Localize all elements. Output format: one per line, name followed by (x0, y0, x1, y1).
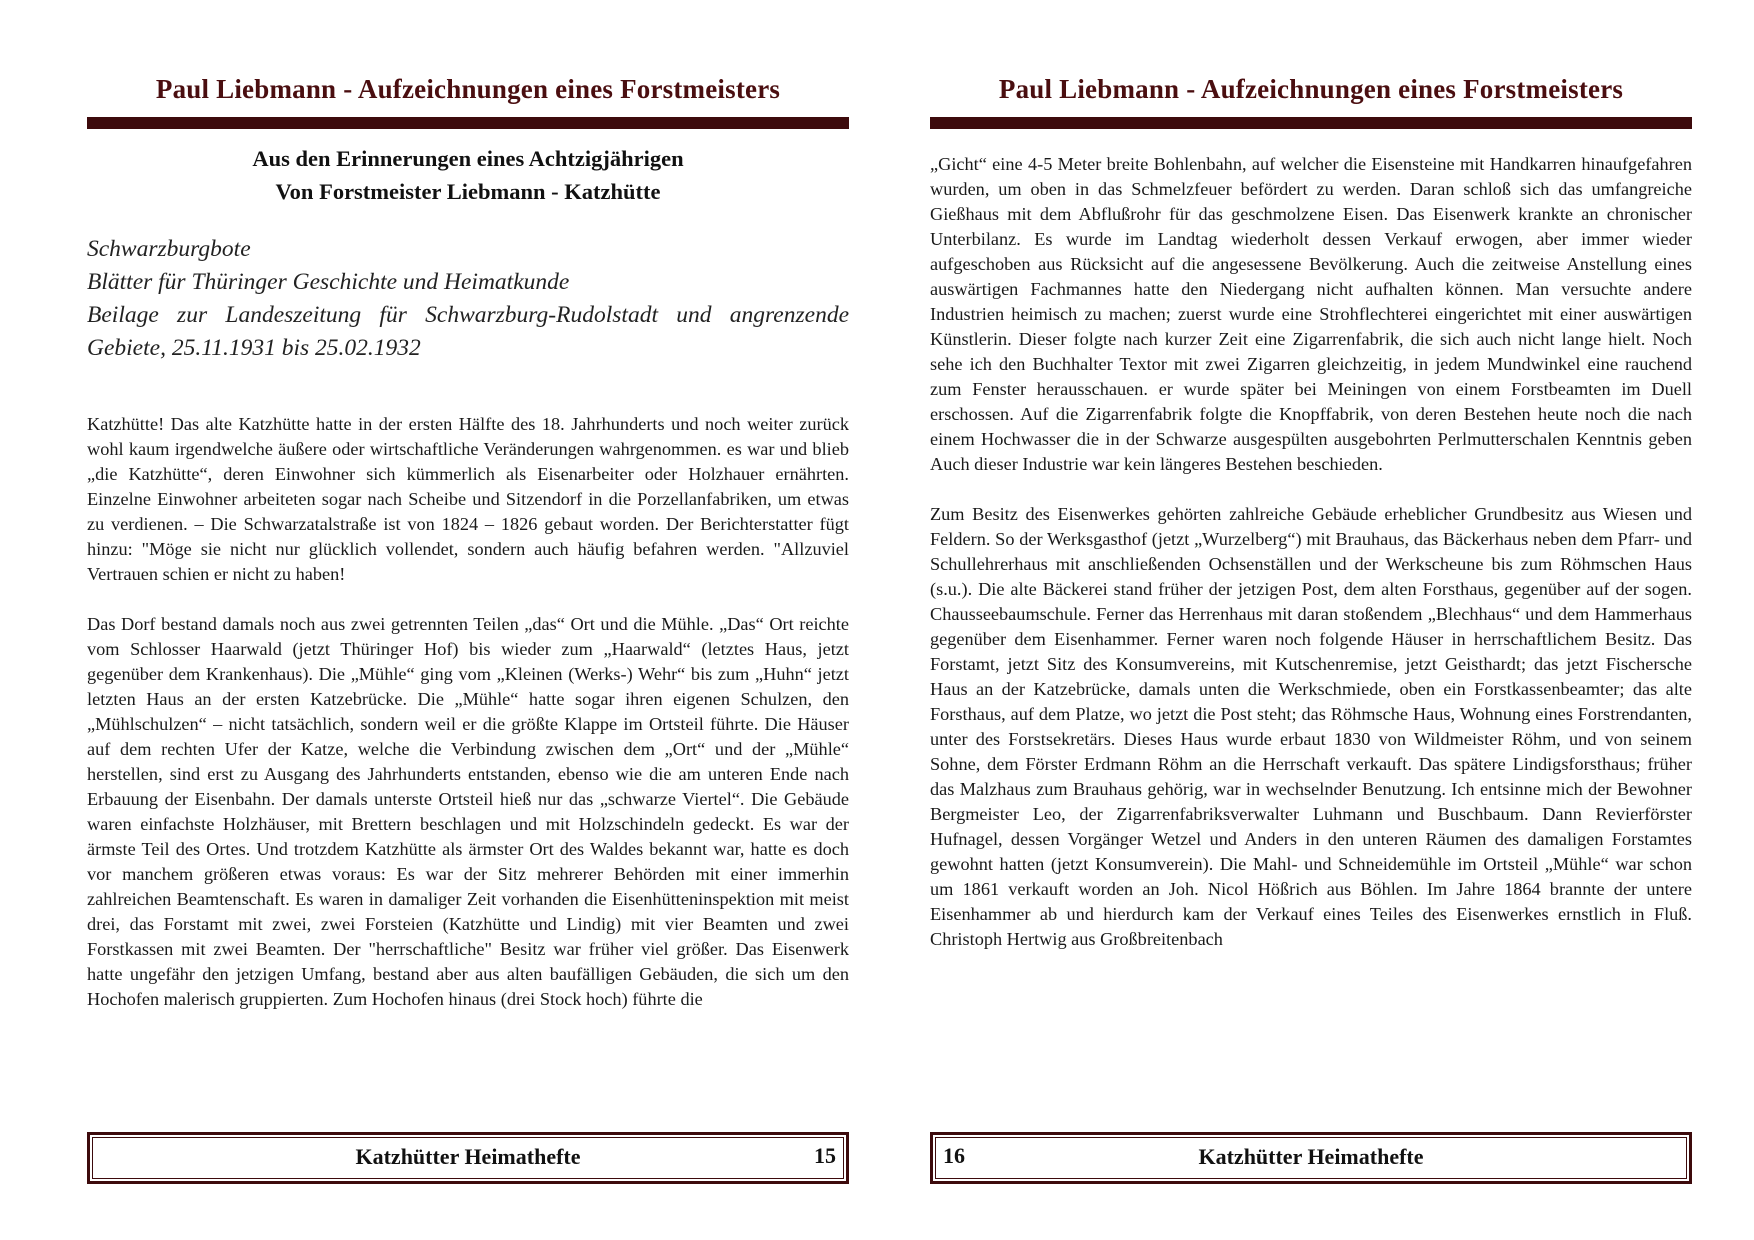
right-page (930, 0, 1692, 1240)
source-line3: Beilage zur Landeszeitung für Schwarzburg-Rudolstadt und angrenzende Gebiete, 25.11.1931 bis 25.02.1932 (87, 302, 849, 361)
right-body-text (930, 152, 1692, 952)
footer-title: Katzhütter Heimathefte (355, 1144, 581, 1169)
page-footer (87, 1132, 849, 1184)
source-line1: Schwarzburgbote (87, 236, 251, 262)
page-header-title: Paul Liebmann - Aufzeichnungen eines Forstmeisters (155, 74, 781, 104)
source-line2: Blätter für Thüringer Geschichte und Heimatkunde (87, 269, 570, 295)
article-title-line2: Von Forstmeister Liebmann - Katzhütte (275, 179, 661, 204)
header-rule (930, 117, 1692, 129)
source-citation (87, 233, 849, 365)
left-paragraph-1: Katzhütte! Das alte Katzhütte hatte in der ersten Hälfte des 18. Jahrhunderts und noch weiter zurück wohl kaum irgendwelche äußere oder wirtschaftliche Veränderungen wahrgenommen. es war und blieb „die Katzhütte“, deren Einwohner sich kümmerlich als Eisenarbeiter oder Holzhauer ernährten. Einzelne Einwohner arbeiteten sogar nach Scheibe und Sitzendorf in die Porzellanfabriken, um etwas zu verdienen. – Die Schwarzatalstraße ist von 1824 – 1826 gebaut worden. Der Berichterstatter fügt hinzu: "Möge sie nicht nur glücklich vollendet, sondern auch häufig befahren werden. "Allzuviel Vertrauen schien er nicht zu haben! (87, 414, 849, 584)
page-header-title: Paul Liebmann - Aufzeichnungen eines Forstmeisters (998, 74, 1624, 104)
left-paragraph-2: Das Dorf bestand damals noch aus zwei getrennten Teilen „das“ Ort und die Mühle. „Das“ Ort reichte vom Schlosser Haarwald (jetzt Thüringer Hof) bis wieder zum „Haarwald“ (letztes Haus, jetzt gegenüber dem Krankenhaus). Die „Mühle“ ging vom „Kleinen (Werks-) Wehr“ bis zum „Huhn“ jetzt letzten Haus an der ersten Katzebrücke. Die „Mühle“ hatte sogar ihren eigenen Schulzen, den „Mühlschulzen“ – nicht tatsächlich, sondern weil er die größte Klappe im Ortsteil führte. Die Häuser auf dem rechten Ufer der Katze, welche die Verbindung zwischen dem „Ort“ und der „Mühle“ herstellen, sind erst zu Ausgang des Jahrhunderts entstanden, ebenso wie die am unteren Ende nach Erbauung der Eisenbahn. Der damals unterste Ortsteil hieß nur das „schwarze Viertel“. Die Gebäude waren einfachste Holzhäuser, mit Brettern beschlagen und mit Holzschindeln gedeckt. Es war der ärmste Teil des Ortes. Und trotzdem Katzhütte als ärmster Ort des Waldes bekannt war, hatte es doch vor manchem größeren etwas voraus: Es war der Sitz mehrerer Behörden mit einer immerhin zahlreichen Beamtenschaft. Es waren in damaliger Zeit vorhanden die Eisenhütteninspektion mit meist drei, das Forstamt mit zwei, zwei Forsteien (Katzhütte und Lindig) mit vier Beamten und zwei Forstkassen mit zwei Beamten. Der "herrschaftliche" Besitz war früher viel größer. Das Eisenwerk hatte ungefähr den jetzigen Umfang, bestand aber aus alten baufälligen Gebäuden, die sich um den Hochofen malerisch gruppierten. Zum Hochofen hinaus (drei Stock hoch) führte die (87, 614, 849, 1009)
footer-title: Katzhütter Heimathefte (1198, 1144, 1424, 1169)
header-rule (87, 117, 849, 129)
page-number: 16 (943, 1143, 965, 1168)
article-title (87, 142, 849, 208)
article-title-line1: Aus den Erinnerungen eines Achtzigjährigen (252, 146, 684, 171)
page-number: 15 (814, 1143, 836, 1168)
right-paragraph-1: „Gicht“ eine 4-5 Meter breite Bohlenbahn, auf welcher die Eisensteine mit Handkarren hinaufgefahren wurden, um oben in das Schmelzfeuer befördert zu werden. Daran schloß sich das umfangreiche Gießhaus mit dem Abflußrohr für das geschmolzene Eisen. Das Eisenwerk krankte an chronischer Unterbilanz. Es wurde im Landtag wiederholt dessen Verkauf erwogen, aber immer wieder aufgeschoben aus Rücksicht auf die angesessene Bevölkerung. Auch die zeitweise Anstellung eines auswärtigen Fachmannes hatte den Niedergang nicht aufhalten können. Man versuchte andere Industrien heimisch zu machen; zuerst wurde eine Strohflechterei eingerichtet mit einer auswärtigen Künstlerin. Dieser folgte nach kurzer Zeit eine Zigarrenfabrik, die sich auch nicht lange hielt. Noch sehe ich den Buchhalter Textor mit zwei Zigarren gleichzeitig, in jedem Mundwinkel eine rauchend zum Fenster herausschauen. er wurde später bei Meiningen von einem Forstbeamten im Duell erschossen. Auf die Zigarrenfabrik folgte die Knopffabrik, von deren Bestehen heute noch die nach einem Hochwasser die in der Schwarze ausgespülten ausgebohrten Perlmutterschalen Kenntnis geben Auch dieser Industrie war kein längeres Bestehen beschieden. (930, 154, 1692, 474)
left-page (87, 0, 849, 1240)
left-body-text (87, 412, 849, 1012)
right-paragraph-2: Zum Besitz des Eisenwerkes gehörten zahlreiche Gebäude erheblicher Grundbesitz aus Wiesen und Feldern. So der Werksgasthof (jetzt „Wurzelberg“) mit Brauhaus, das Bäckerhaus neben dem Pfarr- und Schullehrerhaus mit anschließenden Ochsenställen und der Werkscheune bis zum Röhmschen Haus (s.u.). Die alte Bäckerei stand früher der jetzigen Post, dem alten Forsthaus, gegenüber auf der sogen. Chausseebaumschule. Ferner das Herrenhaus mit daran stoßendem „Blechhaus“ und dem Hammerhaus gegenüber dem Eisenhammer. Ferner waren noch folgende Häuser in herrschaftlichem Besitz. Das Forstamt, jetzt Sitz des Konsumvereins, mit Kutschenremise, jetzt Geisthardt; das jetzt Fischersche Haus an der Katzebrücke, damals unten die Werkschmiede, oben ein Forstkassenbeamter; das alte Forsthaus, auf dem Platze, wo jetzt die Post steht; das Röhmsche Haus, Wohnung eines Forstrendanten, unter des Forstsekretärs. Dieses Haus wurde erbaut 1830 von Wildmeister Röhm, und von seinem Sohne, dem Förster Erdmann Röhm an die Herrschaft verkauft. Das spätere Lindigsforsthaus; früher das Malzhaus zum Brauhaus gehörig, war in wechselnder Benutzung. Ich entsinne mich der Bewohner Bergmeister Leo, der Zigarrenfabriksverwalter Luhmann und Buschbaum. Dann Revierförster Hufnagel, dessen Vorgänger Wetzel und Anders in den unteren Räumen des damaligen Forstamtes gewohnt hatten (jetzt Konsumverein). Die Mahl- und Schneidemühle im Ortsteil „Mühle“ war schon um 1861 verkauft worden an Joh. Nicol Hößrich aus Böhlen. Im Jahre 1864 brannte der untere Eisenhammer ab und hierdurch kam der Verkauf eines Teiles des Eisenwerkes ernstlich in Fluß. Christoph Hertwig aus Großbreitenbach (930, 504, 1692, 949)
page-footer (930, 1132, 1692, 1184)
